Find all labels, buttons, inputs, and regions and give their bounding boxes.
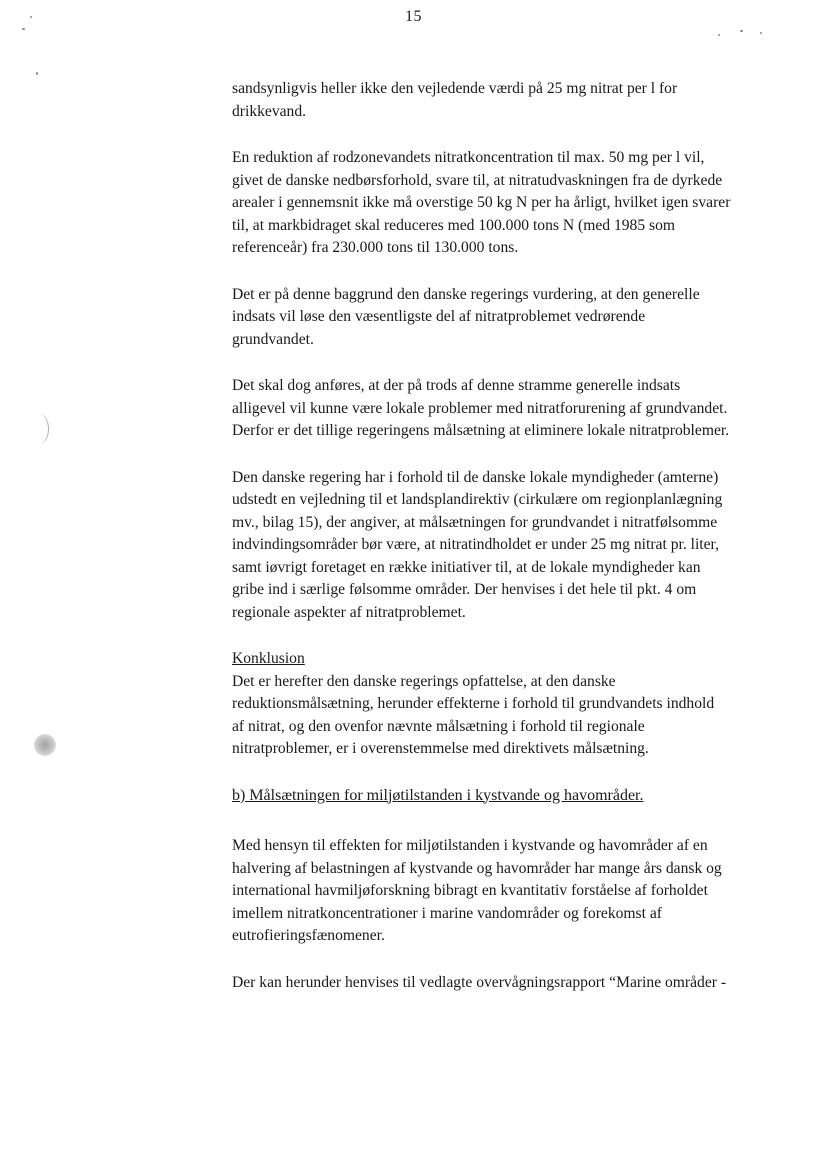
section-b-paragraph-2 [232,972,772,995]
scan-speck [22,28,25,30]
paragraph-4 [232,375,772,443]
conclusion-heading: Konklusion [232,650,305,667]
text-line: arealer i gennemsnit ikke må overstige 50 kg N per ha årligt, hvilket igen svarer [232,194,731,211]
text-line: Med hensyn til effekten for miljøtilstanden i kystvande og havområder af en [232,837,708,854]
text-line: regionale aspekter af nitratproblemet. [232,603,466,621]
text-line: halvering af belastningen af kystvande og havområder har mange års dansk og [232,859,722,877]
section-b-paragraph-1 [232,835,772,948]
text-line: gribe ind i særlige følsomme områder. Der henvises i det hele til pkt. 4 om [232,581,697,598]
scan-speck [740,30,743,32]
scan-speck [718,34,720,36]
text-line: indsats vil løse den væsentligste del af nitratproblemet vedrørende [232,308,646,325]
text-line: nitratproblemer, er i overenstemmelse med direktivets målsætning. [232,740,649,757]
document-body [232,78,772,1018]
text-line: indvindingsområder bør være, at nitratindholdet er under 25 mg nitrat pr. liter, [232,536,719,553]
scan-speck [30,16,32,18]
page-number: 15 [405,8,422,25]
text-line: Det er herefter den danske regerings opfattelse, at den danske [232,672,616,690]
text-line: mv., bilag 15), der angiver, at målsætningen for grundvandet i nitratfølsomme [232,513,718,531]
text-line: reduktionsmålsætning, herunder effekterne i forhold til grundvandets indhold [232,695,715,712]
paragraph-2 [232,147,772,260]
text-line: Der kan herunder henvises til vedlagte overvågningsrapport “Marine områder - [232,973,727,991]
text-line: En reduktion af rodzonevandets nitratkoncentration til max. 50 mg per l vil, [232,149,705,166]
text-line: eutrofieringsfænomener. [232,927,385,944]
text-line: referenceår) fra 230.000 tons til 130.000 tons. [232,239,519,256]
text-line: Det er på denne baggrund den danske regerings vurdering, at den generelle [232,285,700,303]
text-line: grundvandet. [232,330,314,348]
text-line: international havmiljøforskning bibragt en kvantitativ forståelse af forholdet [232,882,708,899]
text-line: samt iøvrigt foretaget en række initiativer til, at de lokale myndigheder kan [232,558,701,576]
text-line: sandsynligvis heller ikke den vejledende værdi på 25 mg nitrat per l for [232,80,678,97]
text-line: givet de danske nedbørsforhold, svare til, at nitratudvaskningen fra de dyrkede [232,171,723,189]
section-b-heading: b) Målsætningen for miljøtilstanden i kystvande og havområder. [232,786,644,804]
paragraph-5 [232,467,772,625]
text-line: af nitrat, og den ovenfor nævnte målsætning i forhold til regionale [232,717,645,735]
scan-speck [36,72,38,75]
punch-hole-mark [34,734,56,756]
text-line: til, at markbidraget skal reduceres med 100.000 tons N (med 1985 som [232,216,676,234]
text-line: imellem nitratkoncentrationer i marine vandområder og forekomst af [232,904,662,922]
text-line: udstedt en vejledning til et landsplandirektiv (cirkulære om regionplanlægning [232,491,723,508]
text-line: Det skal dog anføres, at der på trods af denne stramme generelle indsats [232,377,681,394]
text-line: drikkevand. [232,102,307,120]
conclusion-section [232,648,772,761]
paragraph-3 [232,284,772,352]
text-line: Derfor er det tillige regeringens målsætning at eliminere lokale nitratproblemer. [232,422,730,439]
scan-binding-mark [30,414,49,444]
text-line: alligevel vil kunne være lokale problemer med nitratforurening af grundvandet. [232,399,728,417]
text-line: Den danske regering har i forhold til de danske lokale myndigheder (amterne) [232,468,719,486]
paragraph-1 [232,78,772,123]
scan-speck [760,32,762,34]
